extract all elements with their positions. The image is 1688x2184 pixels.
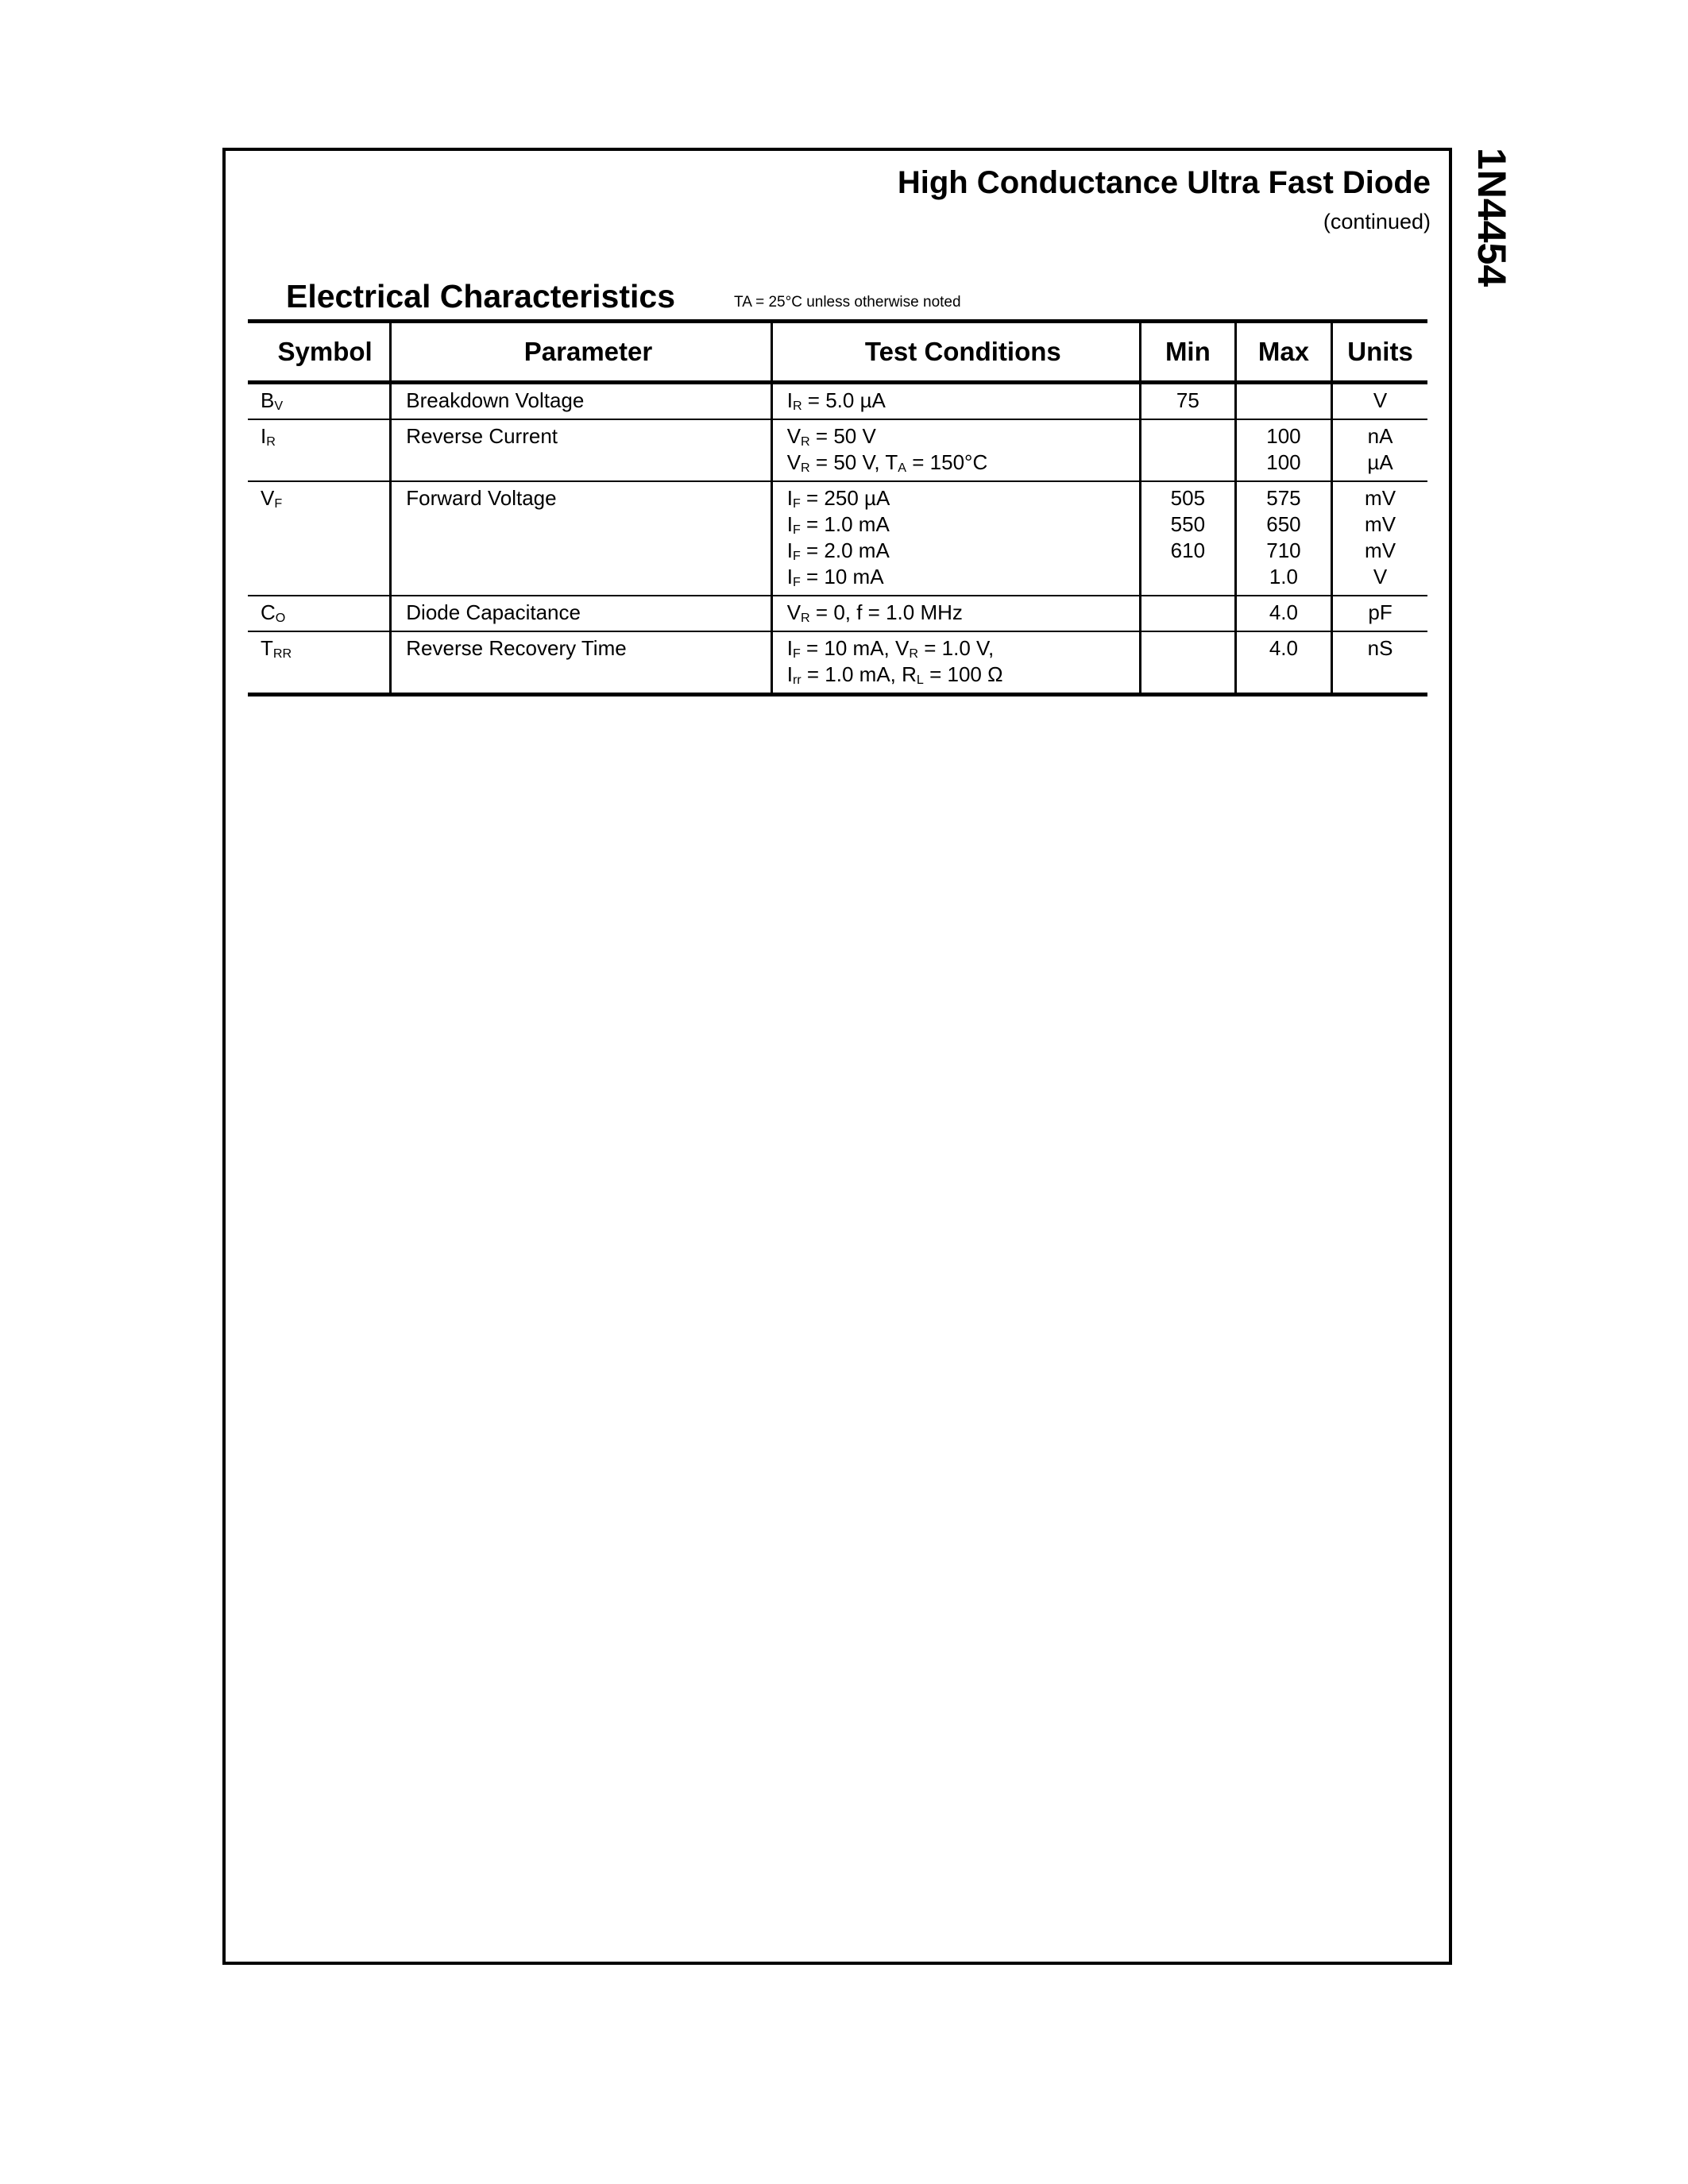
symbol-subscript: RR [272,646,292,661]
symbol-subscript: V [274,399,284,413]
column-header-symbol: Symbol [248,322,391,383]
units-value: mV [1365,538,1396,562]
max-value: 4.0 [1269,600,1298,624]
max-value [1237,388,1331,414]
units-cell [1332,419,1427,481]
column-header-parameter: Parameter [391,322,771,383]
symbol-cell [248,596,391,631]
test-conditions-cell [771,419,1140,481]
symbol-subscript: F [274,496,283,511]
min-value: 550 [1170,512,1206,536]
symbol-cell [248,481,391,596]
condition-subscript: F [792,523,801,537]
units-value: mV [1365,486,1396,510]
condition-subscript: R [801,434,810,449]
table-row [248,383,1427,420]
max-value: 4.0 [1269,636,1298,660]
max-value: 650 [1266,512,1301,536]
section-title: Electrical Characteristics [286,278,675,314]
units-value: V [1373,565,1388,588]
condition-line [787,662,1139,688]
condition-subscript: F [792,575,801,589]
symbol-subscript: O [275,611,286,625]
section-note: TA = 25°C unless otherwise noted [734,294,961,311]
table-row [248,631,1427,695]
symbol-base: V [261,486,275,510]
min-cell [1140,481,1235,596]
max-value: 575 [1266,486,1301,510]
units-value: nS [1367,636,1393,660]
max-value: 1.0 [1269,565,1298,588]
test-conditions-cell [771,481,1140,596]
table-header-row [248,322,1427,383]
symbol-cell [248,419,391,481]
min-value [1141,423,1234,450]
condition-subscript: F [792,549,801,563]
column-header-max: Max [1235,322,1331,383]
condition-text: = 0, f = 1.0 MHz [809,600,963,624]
column-header-test-conditions: Test Conditions [771,322,1140,383]
min-value: 505 [1170,486,1206,510]
condition-subscript: L [916,673,924,687]
condition-text: I [786,662,793,686]
condition-subscript: R [801,611,810,625]
table-row [248,419,1427,481]
condition-text: I [786,486,793,510]
condition-line [787,600,1139,626]
max-value: 710 [1266,538,1301,562]
units-cell [1332,596,1427,631]
condition-text: I [786,538,793,562]
min-cell [1140,631,1235,695]
max-value: 100 [1266,424,1301,448]
condition-text: = 10 mA [800,565,884,588]
symbol-cell [248,383,391,420]
units-cell [1332,383,1427,420]
parameter-cell: Reverse Current [391,419,771,481]
electrical-characteristics-table [248,319,1427,696]
units-cell [1332,481,1427,596]
condition-text: = 10 mA, V [800,636,910,660]
symbol-base: C [261,600,276,624]
symbol-cell [248,631,391,695]
document-title: High Conductance Ultra Fast Diode [897,165,1431,200]
test-conditions-cell [771,631,1140,695]
column-header-units: Units [1332,322,1427,383]
symbol-base: I [261,424,267,448]
min-cell [1140,383,1235,420]
units-value: pF [1368,600,1393,624]
condition-text: I [786,565,793,588]
max-cell [1235,596,1331,631]
units-value: mV [1365,512,1396,536]
condition-subscript: rr [792,673,802,687]
parameter-cell: Reverse Recovery Time [391,631,771,695]
condition-text: = 5.0 µA [802,388,886,412]
column-header-min: Min [1140,322,1235,383]
condition-text: = 150°C [906,450,988,474]
condition-line [787,388,1139,414]
condition-text: I [786,512,793,536]
condition-text: = 250 µA [800,486,890,510]
condition-text: = 2.0 mA [800,538,890,562]
condition-subscript: F [792,496,801,511]
units-cell [1332,631,1427,695]
units-value: µA [1367,450,1393,474]
document-subtitle: (continued) [1323,210,1431,233]
units-value: nA [1367,424,1393,448]
min-cell [1140,419,1235,481]
table-body [248,383,1427,695]
condition-text: = 50 V, T [809,450,898,474]
condition-line [787,538,1139,564]
symbol-base: B [261,388,275,412]
min-cell [1140,596,1235,631]
max-cell [1235,419,1331,481]
symbol-base: T [261,636,273,660]
condition-subscript: F [792,646,801,661]
min-value: 75 [1176,388,1199,412]
parameter-cell: Breakdown Voltage [391,383,771,420]
test-conditions-cell [771,383,1140,420]
parameter-cell: Diode Capacitance [391,596,771,631]
condition-subscript: R [792,399,802,413]
condition-text: = 1.0 mA, R [801,662,917,686]
condition-line [787,485,1139,511]
min-value [1141,600,1234,626]
condition-text: I [786,636,793,660]
condition-text: V [786,450,802,474]
condition-text: = 50 V [809,424,876,448]
table-row [248,596,1427,631]
condition-text: = 1.0 V, [918,636,995,660]
max-cell [1235,631,1331,695]
max-cell [1235,481,1331,596]
test-conditions-cell [771,596,1140,631]
units-value: V [1373,388,1388,412]
condition-line [787,511,1139,538]
condition-line [787,564,1139,590]
condition-line [787,423,1139,450]
condition-line [787,635,1139,662]
max-value: 100 [1266,450,1301,474]
condition-text: = 1.0 mA [800,512,890,536]
condition-subscript: A [898,461,907,475]
condition-text: I [786,388,793,412]
parameter-cell: Forward Voltage [391,481,771,596]
condition-text: = 100 Ω [923,662,1003,686]
min-value [1141,635,1234,662]
part-number-tab [1442,148,1529,307]
condition-text: V [786,600,802,624]
table-row [248,481,1427,596]
symbol-subscript: R [266,434,276,449]
condition-subscript: R [909,646,918,661]
condition-text: V [786,424,802,448]
part-number: 1N4454 [1470,148,1514,287]
min-value: 610 [1170,538,1206,562]
condition-line [787,450,1139,476]
max-cell [1235,383,1331,420]
condition-subscript: R [801,461,810,475]
